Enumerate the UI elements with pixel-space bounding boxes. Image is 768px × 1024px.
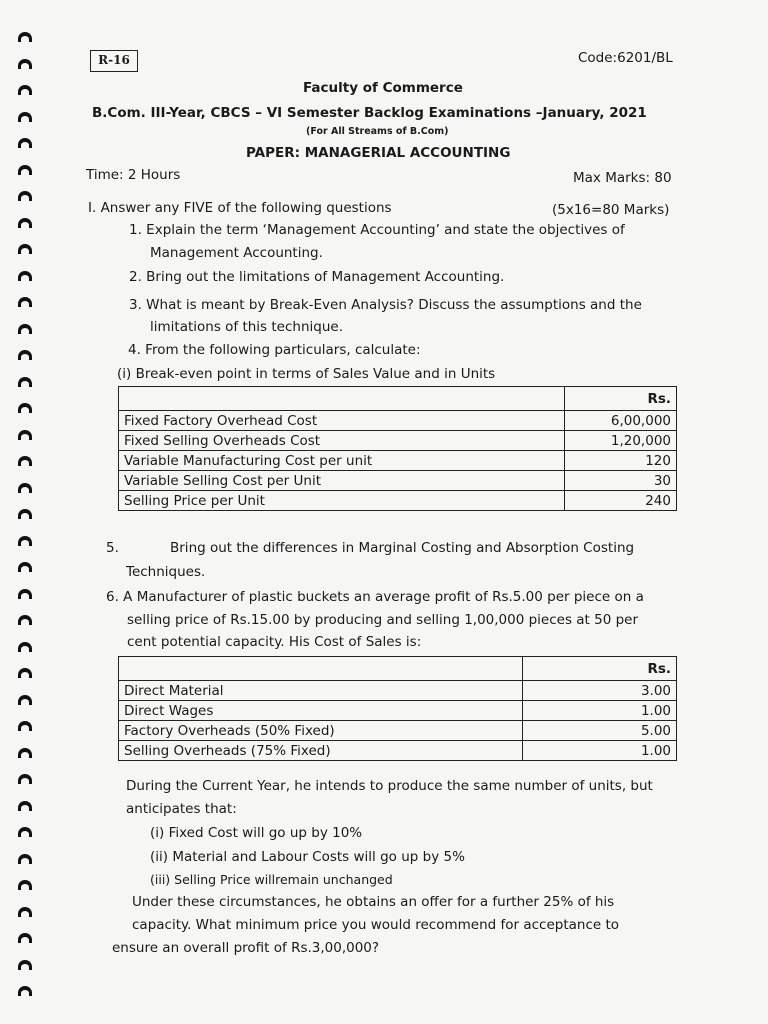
binding-hole-icon [18,854,32,864]
question-1-line-2: Management Accounting. [150,245,323,261]
row-value: 3.00 [523,681,677,701]
spiral-binding [14,0,44,1024]
binding-hole-icon [18,85,32,95]
exam-code: Code:6201/BL [578,50,673,66]
break-even-particulars-table [118,386,677,511]
binding-hole-icon [18,801,32,811]
binding-hole-icon [18,483,32,493]
binding-hole-icon [18,748,32,758]
table-row [119,681,677,701]
binding-hole-icon [18,774,32,784]
section-instruction: I. Answer any FIVE of the following questions [88,200,392,216]
binding-hole-icon [18,324,32,334]
table-row [119,701,677,721]
binding-hole-icon [18,32,32,42]
question-6-line-3: cent potential capacity. His Cost of Sales is: [127,634,422,650]
table-row [119,471,677,491]
binding-hole-icon [18,59,32,69]
row-value: 6,00,000 [565,411,677,431]
binding-hole-icon [18,960,32,970]
question-3-line-1: 3. What is meant by Break-Even Analysis? Discuss the assumptions and the [129,297,642,313]
binding-hole-icon [18,562,32,572]
row-label: Fixed Selling Overheads Cost [119,431,565,451]
question-6-point-i: (i) Fixed Cost will go up by 10% [150,825,363,841]
binding-hole-icon [18,695,32,705]
row-value: 240 [565,491,677,511]
question-6-point-iii: (iii) Selling Price willremain unchanged [150,872,393,887]
time-allowed: Time: 2 Hours [86,167,181,183]
binding-hole-icon [18,907,32,917]
row-label: Selling Overheads (75% Fixed) [119,741,523,761]
row-label: Variable Manufacturing Cost per unit [119,451,565,471]
binding-hole-icon [18,642,32,652]
binding-hole-icon [18,297,32,307]
binding-hole-icon [18,615,32,625]
question-6-point-ii: (ii) Material and Labour Costs will go up by 5% [150,849,465,865]
binding-hole-icon [18,218,32,228]
binding-hole-icon [18,880,32,890]
binding-hole-icon [18,271,32,281]
streams-note: (For All Streams of B.Com) [306,126,449,137]
question-6-line-1: 6. A Manufacturer of plastic buckets an average profit of Rs.5.00 per piece on a [106,589,644,605]
binding-hole-icon [18,589,32,599]
table-row [119,451,677,471]
row-label: Factory Overheads (50% Fixed) [119,721,523,741]
question-3-line-2: limitations of this technique. [150,319,343,335]
binding-hole-icon [18,536,32,546]
table-row [119,431,677,451]
question-1-line-1: 1. Explain the term ‘Management Accounting’ and state the objectives of [129,222,625,238]
question-6-after-line-4: capacity. What minimum price you would recommend for acceptance to [132,917,620,933]
faculty-title: Faculty of Commerce [303,80,463,96]
table-header-blank [119,657,523,681]
table-row [119,721,677,741]
binding-hole-icon [18,138,32,148]
binding-hole-icon [18,933,32,943]
row-label: Variable Selling Cost per Unit [119,471,565,491]
question-6-after-line-3: Under these circumstances, he obtains an offer for a further 25% of his [132,894,615,910]
row-value: 1,20,000 [565,431,677,451]
table-header-row [119,657,677,681]
row-value: 30 [565,471,677,491]
table-row [119,411,677,431]
question-6-after-line-2: anticipates that: [126,801,237,817]
question-6-line-2: selling price of Rs.15.00 by producing and selling 1,00,000 pieces at 50 per [127,612,639,628]
binding-hole-icon [18,721,32,731]
question-5-number: 5. [106,540,119,556]
question-4-line-2: (i) Break-even point in terms of Sales Value and in Units [117,366,496,382]
row-value: 5.00 [523,721,677,741]
question-5-line-2: Techniques. [126,564,206,580]
exam-title: B.Com. III-Year, CBCS – VI Semester Backlog Examinations –January, 2021 [92,105,647,121]
binding-hole-icon [18,430,32,440]
question-2: 2. Bring out the limitations of Management Accounting. [129,269,505,285]
table-header-currency: Rs. [523,657,677,681]
section-marks: (5x16=80 Marks) [552,202,670,218]
binding-hole-icon [18,191,32,201]
row-label: Direct Material [119,681,523,701]
row-value: 120 [565,451,677,471]
binding-hole-icon [18,244,32,254]
question-6-after-line-1: During the Current Year, he intends to produce the same number of units, but [126,778,653,794]
table-header-currency: Rs. [565,387,677,411]
table-row [119,491,677,511]
table-row [119,741,677,761]
paper-title: PAPER: MANAGERIAL ACCOUNTING [246,145,511,161]
row-label: Selling Price per Unit [119,491,565,511]
max-marks: Max Marks: 80 [573,170,672,186]
binding-hole-icon [18,350,32,360]
row-value: 1.00 [523,701,677,721]
row-label: Direct Wages [119,701,523,721]
question-4-line-1: 4. From the following particulars, calculate: [128,342,421,358]
row-label: Fixed Factory Overhead Cost [119,411,565,431]
question-5-line-1: Bring out the differences in Marginal Costing and Absorption Costing [170,540,635,556]
binding-hole-icon [18,165,32,175]
table-header-blank [119,387,565,411]
binding-hole-icon [18,509,32,519]
binding-hole-icon [18,456,32,466]
question-6-after-line-5: ensure an overall profit of Rs.3,00,000? [112,940,380,956]
paper-code-box: R-16 [90,50,138,72]
row-value: 1.00 [523,741,677,761]
binding-hole-icon [18,668,32,678]
binding-hole-icon [18,377,32,387]
cost-of-sales-table [118,656,677,761]
table-header-row [119,387,677,411]
binding-hole-icon [18,112,32,122]
binding-hole-icon [18,986,32,996]
binding-hole-icon [18,403,32,413]
binding-hole-icon [18,827,32,837]
